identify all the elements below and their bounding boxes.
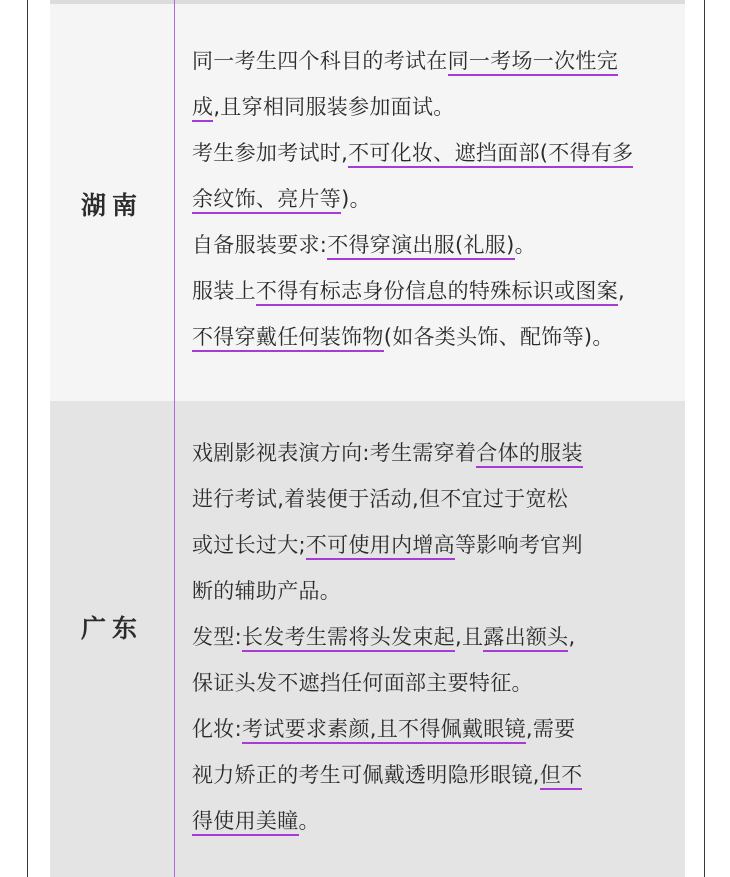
text-line	[192, 436, 682, 482]
text-line	[192, 482, 682, 528]
underlined-phrase: 成	[192, 95, 213, 122]
text-segment: 保证头发不遮挡任何面部主要特征。	[192, 671, 533, 695]
text-segment: 或过长过大;	[192, 533, 306, 557]
text-line	[192, 44, 682, 90]
text-segment: ,需要	[525, 717, 576, 741]
underlined-phrase: 不得穿演出服(礼服)	[327, 233, 514, 260]
underlined-phrase: 得使用美瞳	[192, 809, 299, 836]
text-line	[192, 182, 682, 228]
frame-right-border	[704, 0, 705, 877]
text-line	[192, 528, 682, 574]
text-line	[192, 620, 682, 666]
text-segment: 进行考试,着装便于活动,但不宜过于宽松	[192, 487, 569, 511]
table-row-hunan	[50, 4, 685, 401]
text-segment: 视力矫正的考生可佩戴透明隐形眼镜,	[192, 763, 540, 787]
text-line	[192, 804, 682, 850]
underlined-phrase: 不得有标志身份信息的特殊标识或图案	[256, 279, 618, 306]
text-segment: 服装上	[192, 279, 256, 303]
text-segment: 考生参加考试时,	[192, 141, 349, 165]
text-line	[192, 228, 682, 274]
text-segment: 。	[298, 809, 320, 833]
text-segment: 等影响考官判	[454, 533, 583, 557]
column-divider	[174, 0, 175, 877]
text-line	[192, 136, 682, 182]
underlined-phrase: 考试要求素颜,且不得佩戴眼镜	[242, 717, 526, 744]
text-segment: 发型:	[192, 625, 242, 649]
text-line	[192, 758, 682, 804]
text-line	[192, 666, 682, 712]
underlined-phrase: 但不	[540, 763, 583, 790]
underlined-phrase: 不得穿戴任何装饰物	[192, 325, 384, 352]
text-segment: 。	[514, 233, 536, 257]
text-line	[192, 90, 682, 136]
text-segment: ,	[568, 625, 576, 649]
underlined-phrase: 不可化妆、遮挡面部(不得有多	[348, 141, 633, 168]
text-segment: ,	[618, 279, 625, 303]
text-line	[192, 712, 682, 758]
text-line	[192, 320, 682, 366]
requirements-text-hunan	[192, 44, 682, 366]
text-segment: 断的辅助产品。	[192, 579, 342, 603]
text-segment: 戏剧影视表演方向:考生需穿着	[192, 441, 477, 465]
province-label-hunan: 湖南	[80, 191, 143, 220]
text-segment: ,且	[454, 625, 484, 649]
text-line	[192, 274, 682, 320]
underlined-phrase: 不可使用内增高	[306, 533, 455, 560]
frame-left-border	[27, 0, 28, 877]
table-row-guangdong	[50, 401, 685, 877]
requirements-text-guangdong	[192, 436, 682, 850]
province-label-guangdong: 广东	[80, 614, 143, 643]
text-segment: 自备服装要求:	[192, 233, 328, 257]
underlined-phrase: 合体的服装	[476, 441, 583, 468]
text-segment: )。	[341, 187, 371, 211]
text-segment: 化妆:	[192, 717, 242, 741]
text-segment: 同一考生四个科目的考试在	[192, 49, 448, 73]
text-segment: ,且穿相同服装参加面试。	[213, 95, 455, 119]
underlined-phrase: 露出额头	[483, 625, 568, 652]
underlined-phrase: 余纹饰、亮片等	[192, 187, 341, 214]
underlined-phrase: 同一考场一次性完	[448, 49, 618, 76]
text-line	[192, 574, 682, 620]
text-segment: (如各类头饰、配饰等)。	[383, 325, 614, 349]
underlined-phrase: 长发考生需将头发束起	[242, 625, 455, 652]
